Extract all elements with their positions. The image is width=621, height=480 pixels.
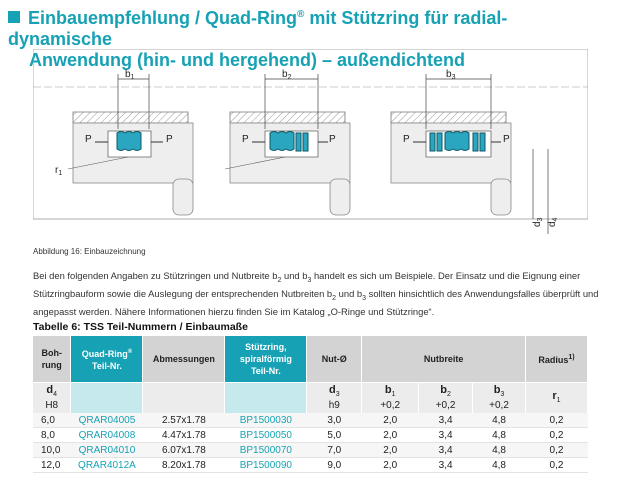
cell-quad-part[interactable]: QRAR4012A [71, 458, 143, 473]
sub-d3-sym: d [328, 384, 336, 396]
cell-quad-part[interactable]: QRAR04008 [71, 428, 143, 443]
heading-line1-rest: mit Stützring für radial-dynamische [8, 8, 508, 49]
cell-d4: 10,0 [33, 443, 71, 458]
sub-b1-sym: b [384, 384, 392, 396]
cell-d4: 6,0 [33, 413, 71, 428]
col-quad-sup: ® [127, 349, 133, 355]
col-stuetzring [225, 336, 307, 383]
sub-d4-sym: d [46, 384, 54, 396]
dim-b3-sub: 3 [451, 74, 456, 81]
sub-d4 [33, 383, 71, 414]
cell-d4: 8,0 [33, 428, 71, 443]
col-bohrung-a: Boh- [41, 348, 62, 358]
dim-d4-sub: 4 [552, 217, 559, 222]
cell-d3: 5,0 [307, 428, 362, 443]
dim-d3-label: $d_3$ [532, 217, 544, 227]
cell-b1: 2,0 [362, 443, 419, 458]
p-label-3a: P [403, 134, 410, 145]
table-row [33, 443, 588, 458]
cell-b1: 2,0 [362, 428, 419, 443]
para-text-4: und b [336, 288, 363, 300]
col-bohrung [33, 336, 71, 383]
cell-quad-part[interactable]: QRAR04010 [71, 443, 143, 458]
cell-b3: 4,8 [473, 443, 526, 458]
installation-drawing [33, 49, 588, 239]
para-sub-4: 3 [362, 294, 367, 302]
heading-registered: ® [297, 9, 305, 20]
figure-caption: Abbildung 16: Einbauzeichnung [33, 247, 146, 256]
dim-d3-sub: 3 [537, 217, 544, 222]
sub-b2 [419, 383, 473, 414]
dim-b1-sub: 1 [130, 74, 135, 81]
sub-d4-tol: H8 [45, 400, 59, 411]
dim-b2-label: $b_2$ [282, 69, 292, 81]
r1-label-1: $r_1$ [55, 165, 63, 177]
cell-r1: 0,2 [525, 443, 587, 458]
heading-square-icon [8, 11, 20, 23]
tss-parts-table [33, 336, 588, 473]
dim-b3-label: $b_3$ [446, 69, 456, 81]
p-label-3b: P [503, 134, 510, 145]
cell-b2: 3,4 [419, 443, 473, 458]
cell-r1: 0,2 [525, 458, 587, 473]
sub-d3 [307, 383, 362, 414]
dim-b1-label: $b_1$ [125, 69, 135, 81]
cell-b2: 3,4 [419, 413, 473, 428]
cell-abmessungen: 6.07x1.78 [143, 443, 225, 458]
cell-d3: 9,0 [307, 458, 362, 473]
sub-b2-sym: b [440, 384, 448, 396]
col-quad-ring [71, 336, 143, 383]
cell-d4: 12,0 [33, 458, 71, 473]
sub-d3-tol: h9 [328, 400, 340, 411]
cell-b2: 3,4 [419, 458, 473, 473]
sub-r1 [525, 383, 587, 414]
para-sub-3: 2 [332, 294, 337, 302]
table-title: Tabelle 6: TSS Teil-Nummern / Einbaumaße [33, 321, 248, 333]
intro-paragraph [33, 269, 603, 318]
col-stutz-c: Teil-Nr. [250, 366, 281, 376]
p-label-2b: P [329, 134, 336, 145]
cell-abmessungen: 2.57x1.78 [143, 413, 225, 428]
sub-d3-sub: 3 [335, 391, 340, 398]
cell-b1: 2,0 [362, 413, 419, 428]
sub-r1-sub: 1 [556, 396, 561, 404]
para-sub-2: 3 [307, 276, 312, 284]
sub-b1 [362, 383, 419, 414]
cell-stutz-part[interactable]: BP1500090 [225, 458, 307, 473]
col-radius [525, 336, 587, 383]
sub-b2-sub: 2 [447, 391, 451, 398]
para-text-2: und b [281, 270, 308, 281]
cell-abmessungen: 4.47x1.78 [143, 428, 225, 443]
col-abmessungen: Abmessungen [143, 336, 225, 383]
col-stutz-b: spiralförmig [239, 354, 292, 364]
col-quad-b: Teil-Nr. [92, 361, 122, 371]
cell-d3: 3,0 [307, 413, 362, 428]
dim-d4-label: $d_4$ [547, 217, 559, 227]
sub-r1-sym: r [552, 389, 557, 402]
sub-b3-sub: 3 [500, 391, 505, 398]
col-quad-a: Quad-Ring [81, 349, 128, 359]
cell-stutz-part[interactable]: BP1500070 [225, 443, 307, 458]
sub-b1-sub: 1 [391, 391, 396, 398]
cell-b3: 4,8 [473, 413, 526, 428]
sub-b2-tol: +0,2 [435, 400, 456, 411]
sub-b1-tol: +0,2 [380, 400, 401, 411]
para-text-5: sollten hinsichtlich des Anwendungsfalles überprüft und angepasst werden. Nähere Informationen hierzu finden Sie im Katalog „O-Ringe und Stützringe“. [33, 288, 599, 318]
col-nut: Nut-Ø [307, 336, 362, 383]
cell-b3: 4,8 [473, 428, 526, 443]
sub-stutz-blank [225, 383, 307, 414]
cell-quad-part[interactable]: QRAR04005 [71, 413, 143, 428]
sub-d4-sub: 4 [53, 391, 58, 398]
table-row [33, 458, 588, 473]
col-bohrung-b: rung [41, 360, 62, 370]
heading-line2: Anwendung (hin- und hergehend) – außendichtend [29, 50, 465, 70]
p-label-1b: P [166, 134, 173, 145]
table-subheader-row [33, 383, 588, 414]
sub-b3-tol: +0,2 [489, 400, 509, 411]
col-radius-sup: 1) [568, 354, 575, 361]
table-row [33, 413, 588, 428]
heading-line1: Einbauempfehlung / Quad-Ring [28, 8, 297, 28]
sub-b3 [473, 383, 526, 414]
p-label-2a: P [242, 134, 249, 145]
para-sub-1: 2 [277, 276, 282, 284]
r1-sub-1: 1 [58, 170, 63, 177]
cell-d3: 7,0 [307, 443, 362, 458]
sub-abm-blank [143, 383, 225, 414]
sub-quad-blank [71, 383, 143, 414]
cell-r1: 0,2 [525, 413, 587, 428]
para-text-1: Bei den folgenden Angaben zu Stützringen und Nutbreite b [33, 270, 278, 281]
para-text-3: handelt es sich um Beispiele. Der Einsatz und die Eignung einer Stützringbauform sowie die Auslegung der entsprechenden Nutbreiten b [33, 270, 581, 300]
col-radius-text: Radius [538, 355, 569, 365]
cell-b1: 2,0 [362, 458, 419, 473]
col-stutz-a: Stützring, [245, 342, 287, 352]
cell-b3: 4,8 [473, 458, 526, 473]
cell-stutz-part[interactable]: BP1500030 [225, 413, 307, 428]
cell-b2: 3,4 [419, 428, 473, 443]
cell-r1: 0,2 [525, 428, 587, 443]
table-header-row [33, 336, 588, 383]
col-nutbreite: Nutbreite [362, 336, 526, 383]
p-label-1a: P [85, 134, 92, 145]
sub-b3-sym: b [493, 384, 501, 396]
cell-stutz-part[interactable]: BP1500050 [225, 428, 307, 443]
cell-abmessungen: 8.20x1.78 [143, 458, 225, 473]
dim-b2-sub: 2 [287, 74, 292, 81]
table-row [33, 428, 588, 443]
